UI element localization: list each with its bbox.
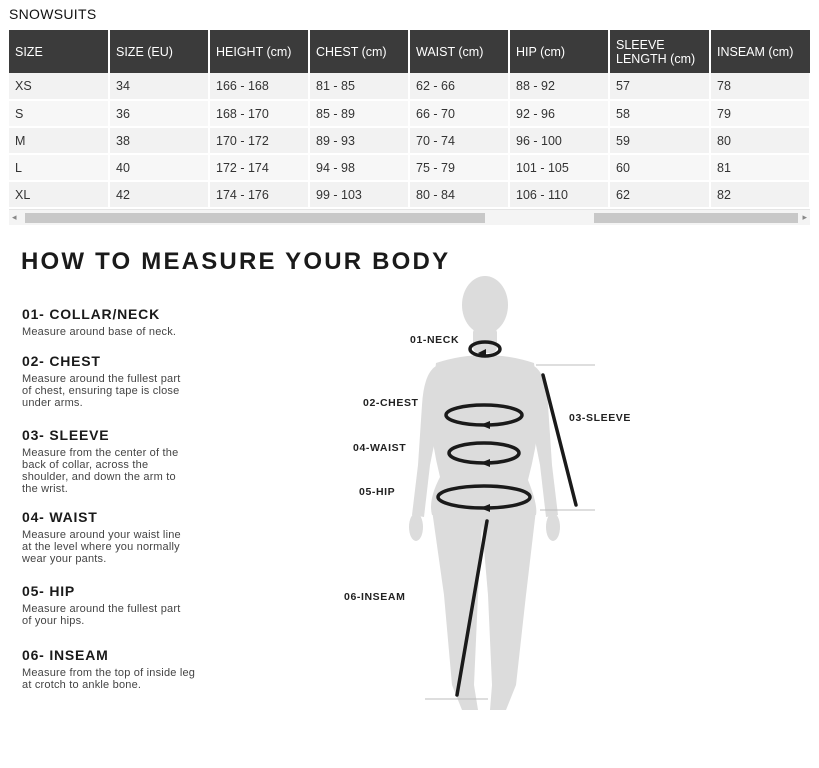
table-cell: 81 [710,154,810,181]
table-cell: 66 - 70 [409,100,509,127]
scrollbar-thumb[interactable] [594,213,798,223]
column-header-inseam: INSEAM (cm) [710,30,810,73]
table-cell: XS [9,73,109,100]
table-row [9,100,810,127]
table-cell: 168 - 170 [209,100,309,127]
figure-label-sleeve: 03-SLEEVE [569,412,632,424]
step-title: 03- SLEEVE [22,427,110,443]
size-chart-table [9,30,811,209]
column-header-size: SIZE [9,30,109,73]
table-cell: 85 - 89 [309,100,409,127]
step-collar-neck [22,306,222,338]
step-chest [22,353,187,409]
table-header-row [9,30,810,73]
table-cell: 99 - 103 [309,181,409,208]
table-cell: 80 - 84 [409,181,509,208]
table-cell: 60 [609,154,710,181]
figure-label-inseam: 06-INSEAM [344,591,406,603]
table-cell: 106 - 110 [509,181,609,208]
table-cell: 101 - 105 [509,154,609,181]
step-description: Measure around base of neck. [22,326,177,338]
table-cell: 58 [609,100,710,127]
table-cell: S [9,100,109,127]
column-header-size-eu: SIZE (EU) [109,30,209,73]
body-measure-figure [340,265,660,735]
scroll-left-icon[interactable]: ◂ [12,212,17,222]
table-cell: 94 - 98 [309,154,409,181]
step-title: 06- INSEAM [22,647,109,663]
table-horizontal-scrollbar[interactable] [9,209,810,225]
table-cell: 78 [710,73,810,100]
step-title: 04- WAIST [22,509,98,525]
step-description: Measure around your waist line at the level where you normally wear your pants. [22,529,181,565]
table-row [9,154,810,181]
table-cell: 81 - 85 [309,73,409,100]
step-description: Measure around the fullest part of chest, ensuring tape is close under arms. [22,373,181,409]
table-row [9,181,810,208]
table-cell: 34 [109,73,209,100]
table-cell: 62 - 66 [409,73,509,100]
table-cell: 89 - 93 [309,127,409,154]
table-cell: 42 [109,181,209,208]
scroll-right-icon[interactable]: ▸ [802,212,807,222]
step-inseam [22,647,202,691]
page-title: SNOWSUITS [9,6,97,22]
step-waist [22,509,182,565]
table-cell: 88 - 92 [509,73,609,100]
step-title: 02- CHEST [22,353,101,369]
step-title: 01- COLLAR/NECK [22,306,161,322]
figure-label-chest: 02-CHEST [363,397,419,409]
column-header-hip: HIP (cm) [509,30,609,73]
figure-label-waist: 04-WAIST [353,442,407,454]
measure-heading: HOW TO MEASURE YOUR BODY [21,248,451,275]
table-cell: 57 [609,73,710,100]
table-cell: 174 - 176 [209,181,309,208]
column-header-chest: CHEST (cm) [309,30,409,73]
step-hip [22,583,182,627]
table-cell: 92 - 96 [509,100,609,127]
table-cell: 80 [710,127,810,154]
step-title: 05- HIP [22,583,76,599]
table-cell: 40 [109,154,209,181]
column-header-height: HEIGHT (cm) [209,30,309,73]
table-row [9,73,810,100]
step-sleeve [22,427,194,495]
step-description: Measure from the center of the back of collar, across the shoulder, and down the arm to the wrist. [22,447,179,495]
table-cell: L [9,154,109,181]
table-cell: 75 - 79 [409,154,509,181]
column-header-sleeve-length: SLEEVE LENGTH (cm) [609,30,710,73]
table-cell: 79 [710,100,810,127]
table-cell: XL [9,181,109,208]
table-cell: 38 [109,127,209,154]
table-cell: 166 - 168 [209,73,309,100]
column-header-waist: WAIST (cm) [409,30,509,73]
figure-label-hip: 05-HIP [359,486,396,498]
table-cell: 82 [710,181,810,208]
table-cell: 59 [609,127,710,154]
table-cell: 172 - 174 [209,154,309,181]
table-cell: 62 [609,181,710,208]
table-cell: 70 - 74 [409,127,509,154]
body-silhouette [340,265,660,735]
table-cell: M [9,127,109,154]
table-cell: 36 [109,100,209,127]
step-description: Measure around the fullest part of your hips. [22,603,181,627]
step-description: Measure from the top of inside leg at crotch to ankle bone. [22,667,196,691]
table-row [9,127,810,154]
scrollbar-thumb[interactable] [25,213,485,223]
table-cell: 170 - 172 [209,127,309,154]
table-cell: 96 - 100 [509,127,609,154]
figure-label-neck: 01-NECK [410,334,460,346]
